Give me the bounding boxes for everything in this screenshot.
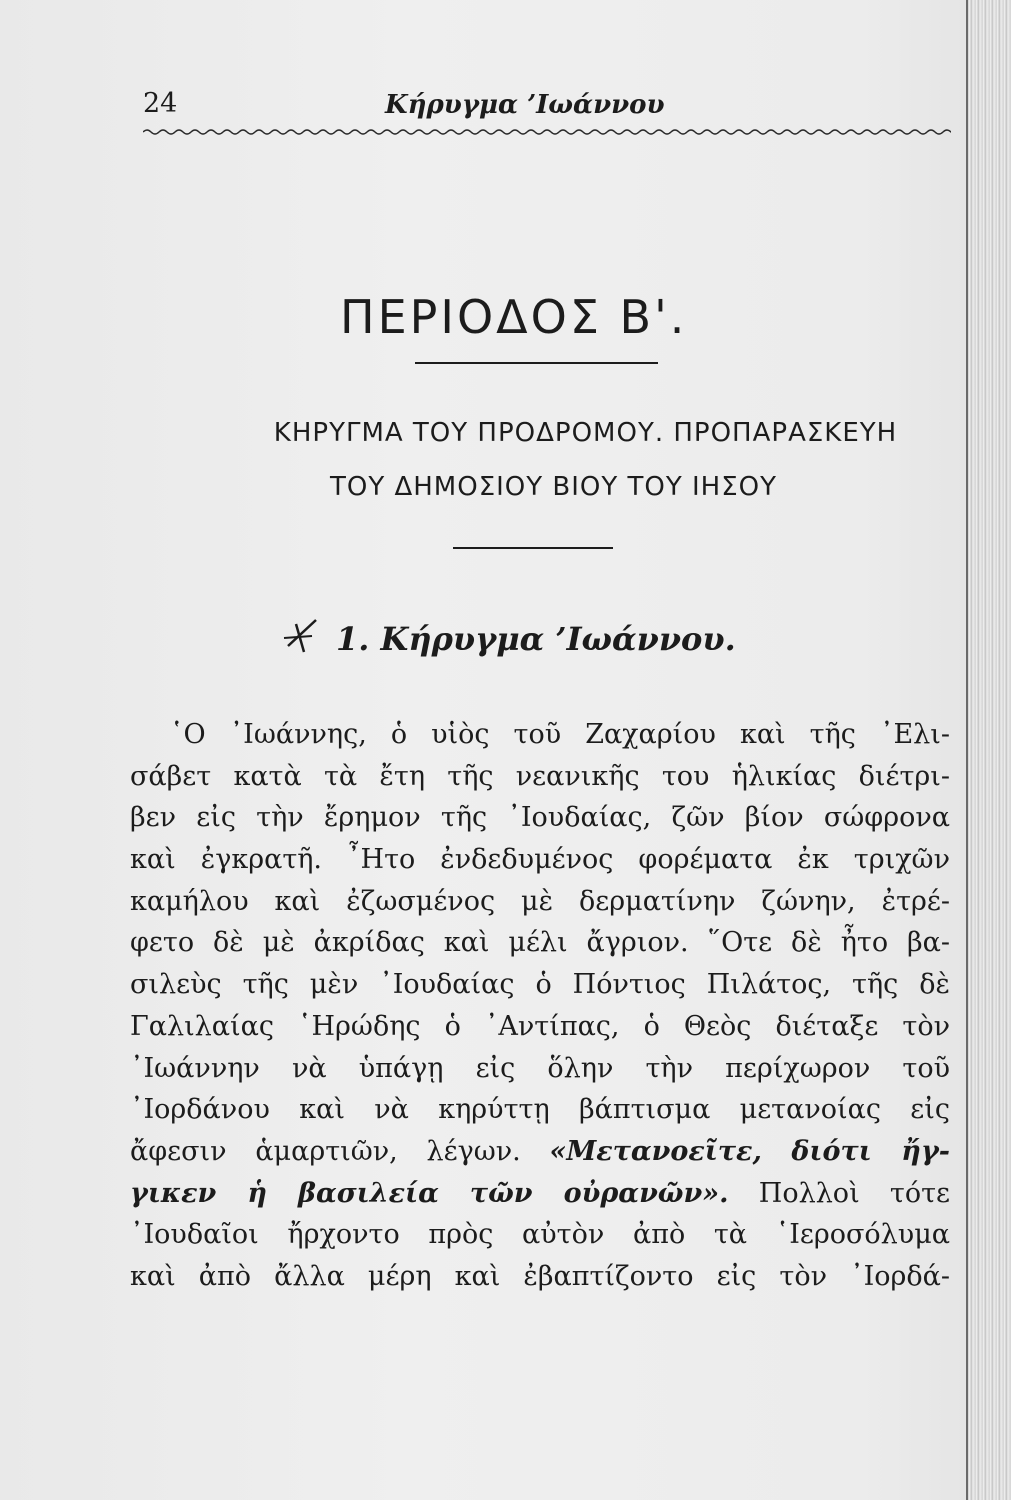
section-heading-line-1: ΚΗΡΥΓΜΑ ΤΟΥ ΠΡΟΔΡΟΜΟΥ. ΠΡΟΠΑΡΑΣΚΕΥΗ	[273, 418, 898, 448]
text-line: σιλεὺς τῆς μὲν ᾿Ιουδαίας ὁ Πόντιος Πιλάτος, τῆς δὲ	[130, 969, 950, 1001]
title-divider	[415, 362, 658, 364]
text-line: ᾿Ιωάννην νὰ ὑπάγῃ εἰς ὅλην τὴν περίχωρον τοῦ	[130, 1052, 950, 1084]
chapter-title: 1. Κήρυγμα ’Ιωάννου.	[336, 620, 736, 658]
wavy-header-rule	[143, 126, 951, 138]
body-paragraph	[130, 714, 950, 1298]
text-line: ᾿Ιορδάνου καὶ νὰ κηρύττῃ βάπτισμα μετανοίας εἰς	[130, 1094, 950, 1126]
section-heading-line-2: ΤΟΥ ΔΗΜΟΣΙΟΥ ΒΙΟΥ ΤΟΥ ΙΗΣΟΥ	[329, 472, 778, 502]
running-head: Κήρυγμα ’Ιωάννου	[385, 90, 665, 120]
text-line: καμήλου καὶ ἐζωσμένος μὲ δερματίνην ζώνην, ἐτρέ-	[130, 885, 950, 917]
text-fragment: ἄφεσιν ἁμαρτιῶν, λέγων.	[130, 1135, 521, 1167]
period-title: ΠΕΡΙΟΔΟΣ Β'.	[340, 290, 688, 344]
text-line: ῾Ο ᾿Ιωάννης, ὁ υἱὸς τοῦ Ζαχαρίου καὶ τῆς ᾿Ελι-	[170, 719, 950, 750]
text-line: φετο δὲ μὲ ἀκρίδας καὶ μέλι ἄγριον. ῞Οτε δὲ ἦτο βα-	[130, 927, 950, 959]
text-line: καὶ ἀπὸ ἄλλα μέρη καὶ ἐβαπτίζοντο εἰς τὸν ᾿Ιορδά-	[130, 1260, 950, 1292]
text-line: Γαλιλαίας ῾Ηρώδης ὁ ᾿Αντίπας, ὁ Θεὸς διέταξε τὸν	[130, 1010, 950, 1042]
text-line: ᾿Ιουδαῖοι ἤρχοντο πρὸς αὐτὸν ἀπὸ τὰ ῾Ιεροσόλυμα	[130, 1219, 950, 1251]
text-fragment: Πολλοὶ τότε	[758, 1177, 951, 1209]
page-number: 24	[143, 88, 178, 119]
emphasized-quote: «Μετανοεῖτε, διότι ἤγ-	[549, 1135, 950, 1167]
text-line	[130, 1131, 950, 1173]
text-line	[130, 1173, 950, 1215]
book-binding	[968, 0, 1011, 1500]
handwritten-mark-icon	[282, 616, 326, 656]
text-line: καὶ ἐγκρατῆ. ῏Ητο ἐνδεδυμένος φορέματα ἐκ τριχῶν	[130, 844, 950, 876]
text-line: σάβετ κατὰ τὰ ἔτη τῆς νεανικῆς του ἡλικίας διέτρι-	[130, 760, 950, 792]
section-divider	[453, 547, 613, 549]
emphasized-quote: γικεν ἡ βασιλεία τῶν οὐρανῶν».	[130, 1177, 729, 1209]
text-line: βεν εἰς τὴν ἔρημον τῆς ᾿Ιουδαίας, ζῶν βίον σώφρονα	[130, 802, 950, 834]
